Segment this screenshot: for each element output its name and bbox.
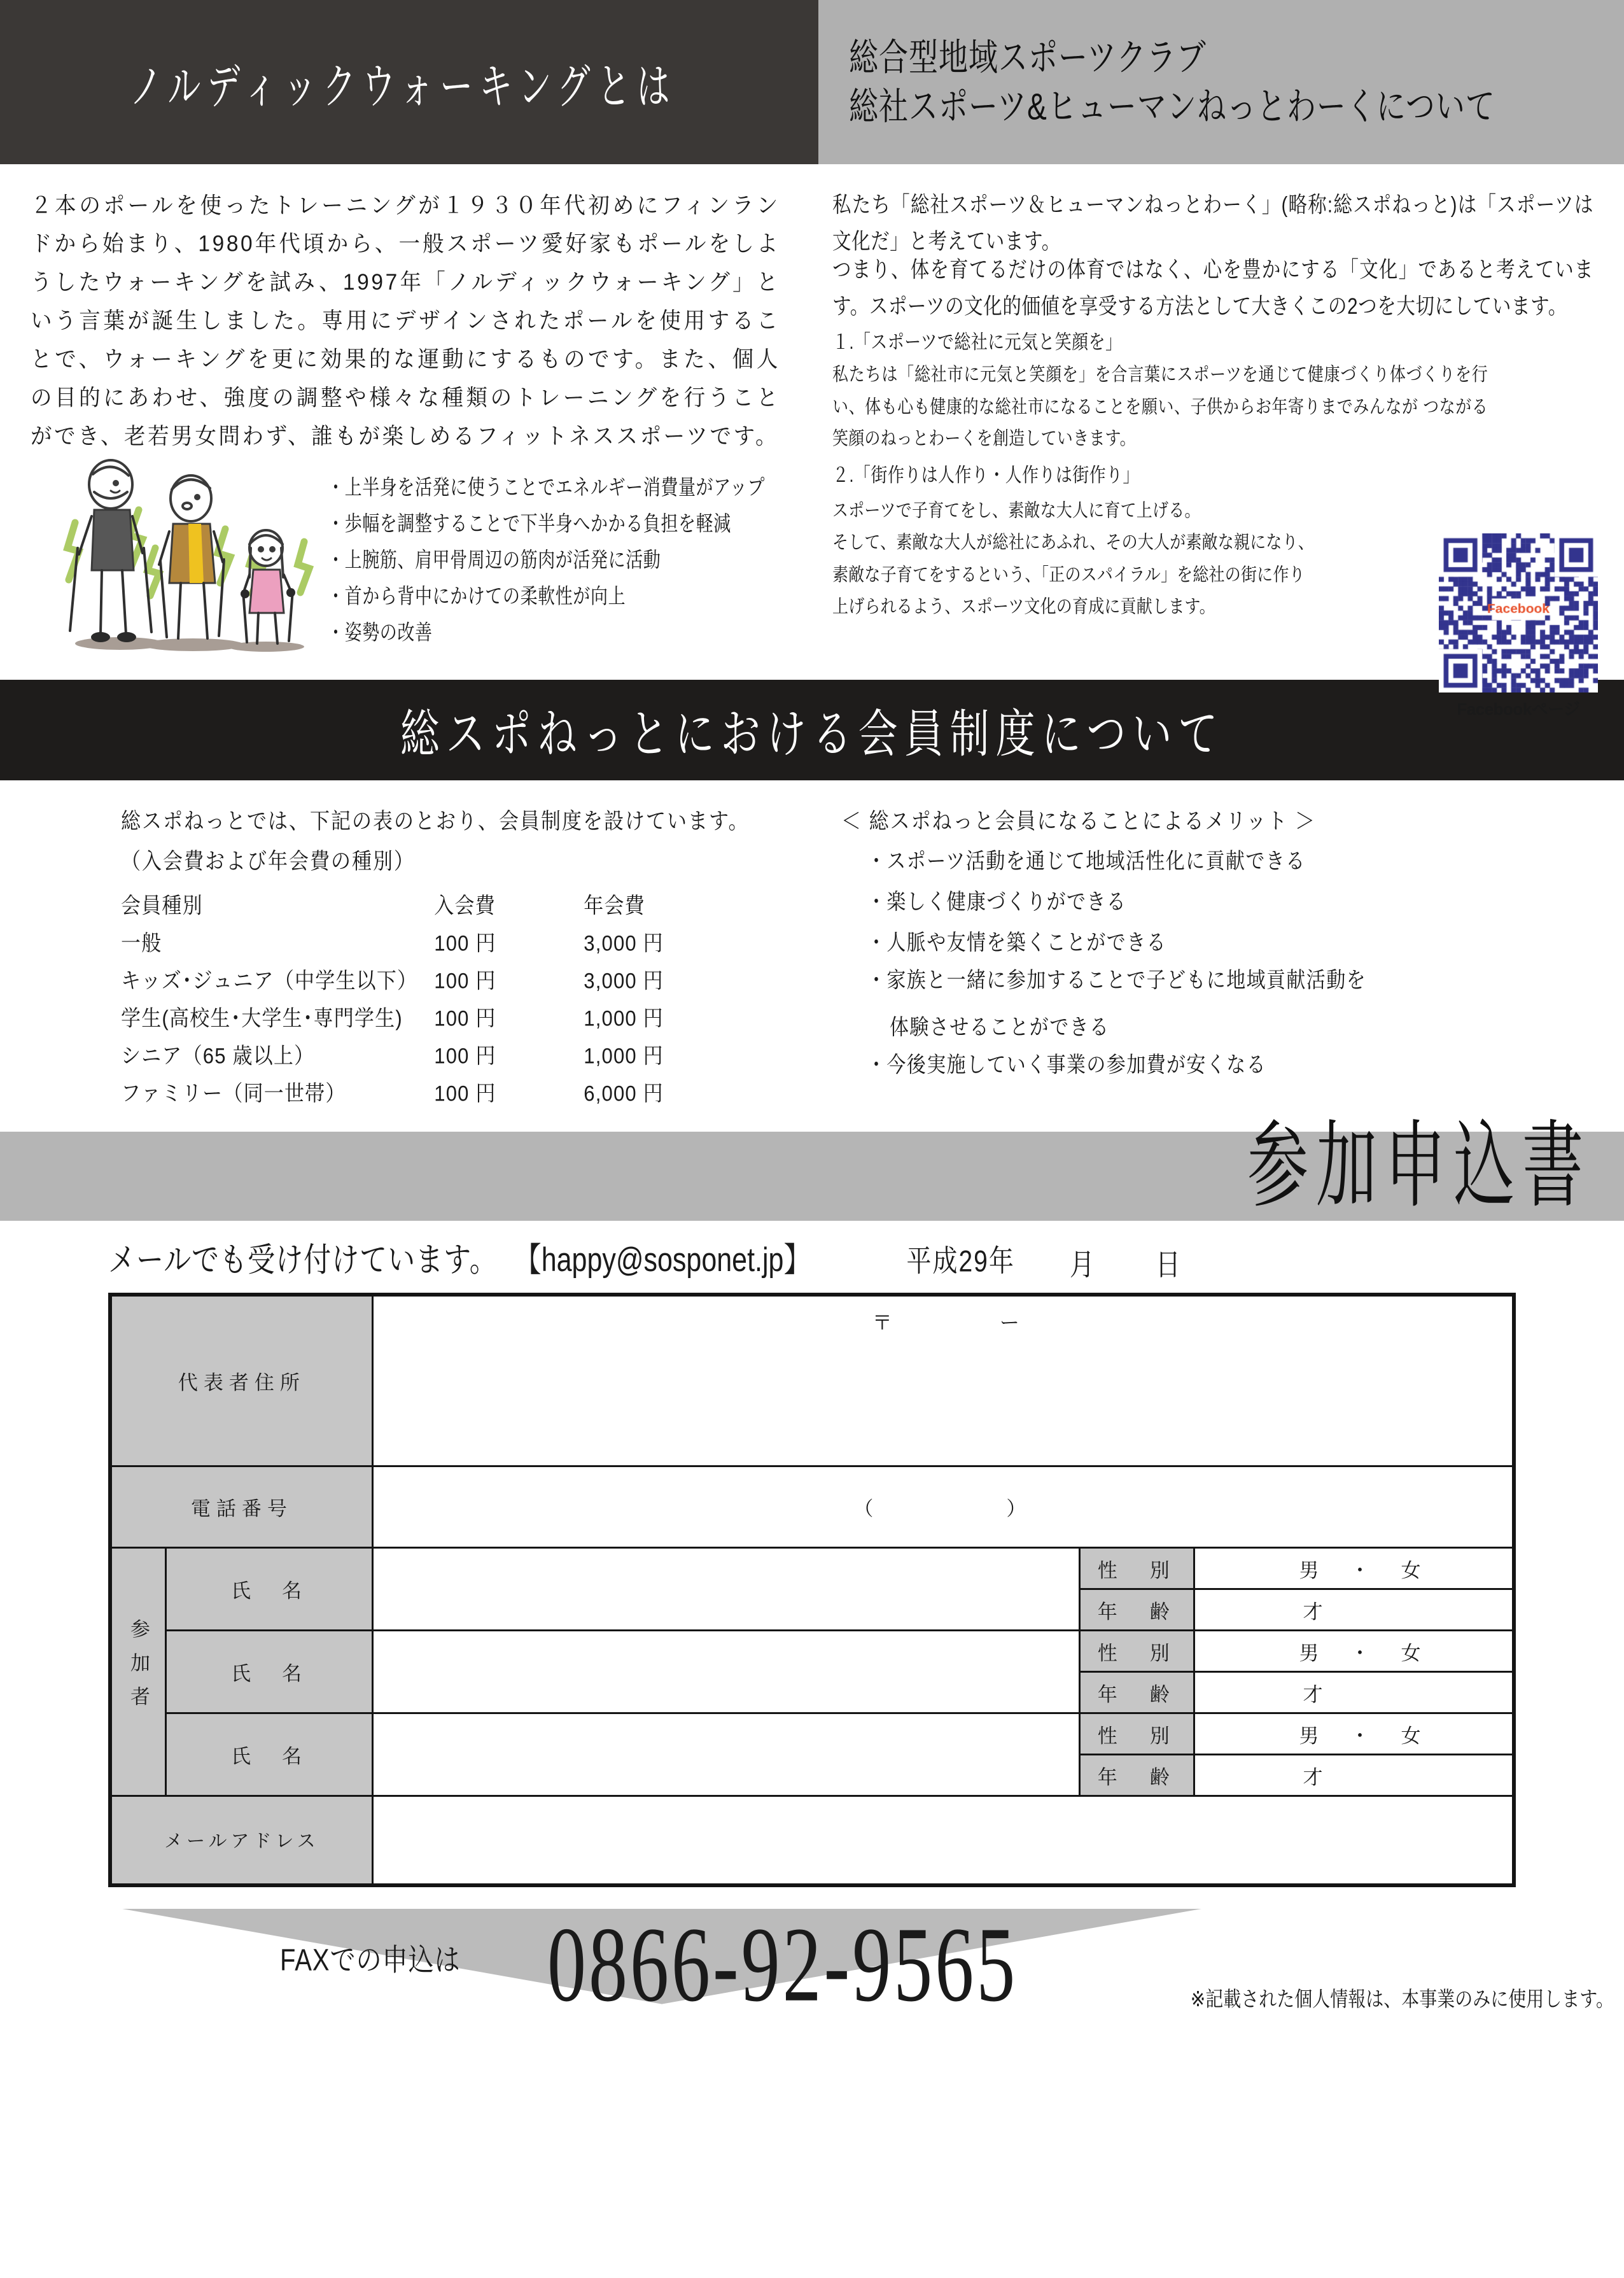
label-gender-1: 性 別: [1079, 1548, 1194, 1589]
application-title: 参加申込書: [1247, 1113, 1591, 1219]
list-item: ・人脈や友情を築くことができる: [867, 930, 1166, 955]
membership-lead-2: （入会費および年会費の種別）: [121, 848, 415, 874]
list-item: ・スポーツ活動を通じて地域活性化に貢献できる: [867, 848, 1306, 874]
list-item-family: [867, 969, 1624, 1039]
table-row: [121, 1035, 736, 1072]
philosophy-1-heading: １.「スポーツで総社に元気と笑顔を」: [832, 330, 1123, 354]
qr-caption: Facebookページ: [1457, 700, 1580, 719]
club-philosophy-body: つまり、体を育てるだけの体育ではなく、心を豊かにする「文化」であると考えています。スポーツの文化的価値を享受する方法として大きくこの2つを大切にしています。: [832, 257, 1593, 319]
input-gender-1[interactable]: 男 ・ 女: [1194, 1548, 1514, 1589]
form-row-phone: [110, 1466, 1514, 1548]
input-age-1[interactable]: 才: [1194, 1589, 1514, 1631]
fax-number: 0866-92-9565: [547, 1905, 1018, 2024]
col-header-annualfee: 年会費: [584, 892, 645, 918]
input-gender-2[interactable]: 男 ・ 女: [1194, 1631, 1514, 1672]
list-item: ・首から背中にかけての柔軟性が向上: [327, 584, 626, 608]
membership-section: [0, 780, 1624, 1110]
qr-code-image[interactable]: [1439, 533, 1598, 693]
merits-list: [841, 848, 1624, 1078]
application-form-table: [108, 1293, 1516, 1887]
input-name-3[interactable]: [372, 1713, 1079, 1796]
top-header: [0, 0, 1624, 164]
club-philosophy-intro: 私たち「総社スポーツ＆ヒューマンねっとわーく」(略称:総スポねっと)は「スポーツは文化だ」と考えています。: [832, 192, 1593, 255]
list-item: ・今後実施していく事業の参加費が安くなる: [867, 1052, 1266, 1078]
application-meta-row: [0, 1221, 1624, 1281]
table-row: [121, 960, 736, 997]
input-name-1[interactable]: [372, 1548, 1079, 1631]
philosophy-2-line2: そして、素敵な大人が総社にあふれ、その大人が素敵な親になり、: [832, 531, 1315, 553]
cell-type: ファミリー（同一世帯）: [121, 1080, 346, 1106]
label-name-2: 氏 名: [166, 1631, 373, 1713]
fax-footer: [0, 1905, 1624, 2042]
date-year: 平成29年: [906, 1244, 1015, 1278]
header-right-title-line1: 総合型地域スポーツクラブ: [849, 36, 1207, 79]
merit-family-line1: ・家族と一緒に参加することで子どもに地域貢献活動を: [867, 967, 1366, 993]
input-email[interactable]: [372, 1796, 1514, 1885]
header-left-band: [0, 0, 806, 164]
cell-joinfee: 100 円: [434, 930, 496, 956]
col-header-type: 会員種別: [121, 892, 203, 918]
cell-annualfee: 3,000 円: [584, 930, 664, 956]
cell-joinfee: 100 円: [434, 1005, 496, 1031]
label-age-3: 年 齢: [1079, 1755, 1194, 1796]
cell-annualfee: 6,000 円: [584, 1080, 664, 1106]
membership-banner: [0, 680, 1624, 780]
cell-annualfee: 1,000 円: [584, 1005, 664, 1031]
label-gender-3: 性 別: [1079, 1713, 1194, 1755]
label-participants: 参加者: [110, 1548, 166, 1796]
membership-lead-1: 総スポねっとでは、下記の表のとおり、会員制度を設けています。: [121, 808, 750, 834]
philosophy-2-line3: 素敵な子育てをするという、「正のスパイラル」を総社の街に作り: [832, 564, 1305, 585]
date-month: 月: [1069, 1248, 1095, 1283]
form-row-participant-3: [110, 1713, 1514, 1755]
input-gender-3[interactable]: 男 ・ 女: [1194, 1713, 1514, 1755]
nordic-walkers-illustration: [31, 453, 323, 663]
input-phone[interactable]: （ ）: [372, 1466, 1514, 1548]
philosophy-2-line4: 上げられるよう、スポーツ文化の育成に貢献します。: [832, 596, 1215, 617]
nordic-walking-description: ２本のポールを使ったトレーニングが１９３０年代初めにフィンランドから始まり、1980年代頃から、一般スポーツ愛好家もポールをしようしたウォーキングを試み、1997年「ノルディックウォーキング」という言葉が誕生しました。専用にデザインされたポールを使用することで、ウォーキングを更に効果的な運動にするものです。また、個人の目的にあわせ、強度の調整や様々な種類のトレーニングを行うことができ、老若男女問わず、誰もが楽しめるフィットネススポーツです。: [31, 193, 780, 449]
cell-type: キッズ･ジュニア（中学生以下）: [121, 967, 418, 994]
form-row-address: [110, 1295, 1514, 1466]
list-item: ・上腕筋、肩甲骨周辺の筋肉が活発に活動: [327, 547, 661, 572]
application-form-wrapper: [0, 1281, 1624, 1887]
intro-section: [0, 164, 1624, 719]
membership-banner-title: 総スポねっとにおける会員制度について: [400, 706, 1224, 764]
input-age-3[interactable]: 才: [1194, 1755, 1514, 1796]
header-right-band: [806, 0, 1624, 164]
cell-joinfee: 100 円: [434, 1080, 496, 1106]
form-row-participant-2: [110, 1631, 1514, 1672]
illustration-and-benefits: [31, 453, 780, 671]
table-row: [121, 997, 736, 1035]
label-phone: 電話番号: [110, 1466, 372, 1548]
fax-label: FAXでの申込は: [280, 1943, 461, 1977]
cell-type: シニア（65 歳以上）: [121, 1043, 315, 1069]
header-left-title: ノルディックウォーキングとは: [129, 60, 676, 115]
input-address[interactable]: 〒 ー: [372, 1295, 1514, 1466]
label-name-3: 氏 名: [166, 1713, 373, 1796]
cell-joinfee: 100 円: [434, 1043, 496, 1069]
cell-type: 一般: [121, 930, 162, 956]
merits-heading: ＜ 総スポねっと会員になることによるメリット ＞: [841, 808, 1316, 834]
fee-table: [121, 885, 736, 1110]
list-item: ・楽しく健康づくりができる: [867, 889, 1127, 915]
form-row-participant-1: [110, 1548, 1514, 1589]
label-name-1: 氏 名: [166, 1548, 373, 1631]
label-address: 代表者住所: [110, 1295, 372, 1466]
mail-notice: メールでも受け付けています。: [108, 1241, 498, 1279]
cell-joinfee: 100 円: [434, 967, 496, 994]
label-age-2: 年 齢: [1079, 1672, 1194, 1713]
cell-annualfee: 3,000 円: [584, 967, 664, 994]
list-item: ・上半身を活発に使うことでエネルギー消費量がアップ: [327, 475, 766, 500]
benefits-list: [323, 463, 780, 661]
list-item: ・歩幅を調整することで下半身へかかる負担を軽減: [327, 511, 731, 536]
facebook-qr-block[interactable]: [1436, 533, 1601, 720]
list-item: ・姿勢の改善: [327, 620, 433, 645]
date-day: 日: [1155, 1248, 1180, 1283]
privacy-note: ※記載された個人情報は、本事業のみに使用します。: [1190, 1987, 1614, 2011]
philosophy-1-body: 私たちは「総社市に元気と笑顔を」を合言葉にスポーツを通じて健康づくり体づくりを行い、体も心も健康的な総社市になることを願い、子供からお年寄りまでみんなが つながる笑顔のねっとわーくを創造していきます。: [832, 364, 1488, 449]
intro-left-column: [0, 178, 806, 671]
label-gender-2: 性 別: [1079, 1631, 1194, 1672]
cell-annualfee: 1,000 円: [584, 1043, 664, 1069]
application-banner: [0, 1113, 1624, 1221]
merit-family-line2: 体験させることができる: [890, 1015, 1110, 1040]
table-row: [121, 922, 736, 960]
label-age-1: 年 齢: [1079, 1589, 1194, 1631]
header-right-title-line2: 総社スポーツ&ヒューマンねっとわーくについて: [849, 85, 1495, 128]
philosophy-2-line1: スポーツで子育てをし、素敵な大人に育て上げる。: [832, 500, 1201, 521]
application-email[interactable]: 【happy@sosponet.jp】: [514, 1241, 811, 1279]
col-header-joinfee: 入会費: [434, 892, 496, 918]
table-header-row: [121, 885, 736, 922]
philosophy-2-heading: ２.「街作りは人作り・人作りは街作り」: [832, 463, 1140, 486]
form-row-email: [110, 1796, 1514, 1885]
cell-type: 学生(高校生･大学生･専門学生): [121, 1005, 403, 1031]
label-email: メールアドレス: [110, 1796, 372, 1885]
input-age-2[interactable]: 才: [1194, 1672, 1514, 1713]
merits-column: [827, 805, 1624, 1110]
table-row: [121, 1072, 736, 1110]
fee-table-column: [0, 805, 827, 1110]
input-name-2[interactable]: [372, 1631, 1079, 1713]
